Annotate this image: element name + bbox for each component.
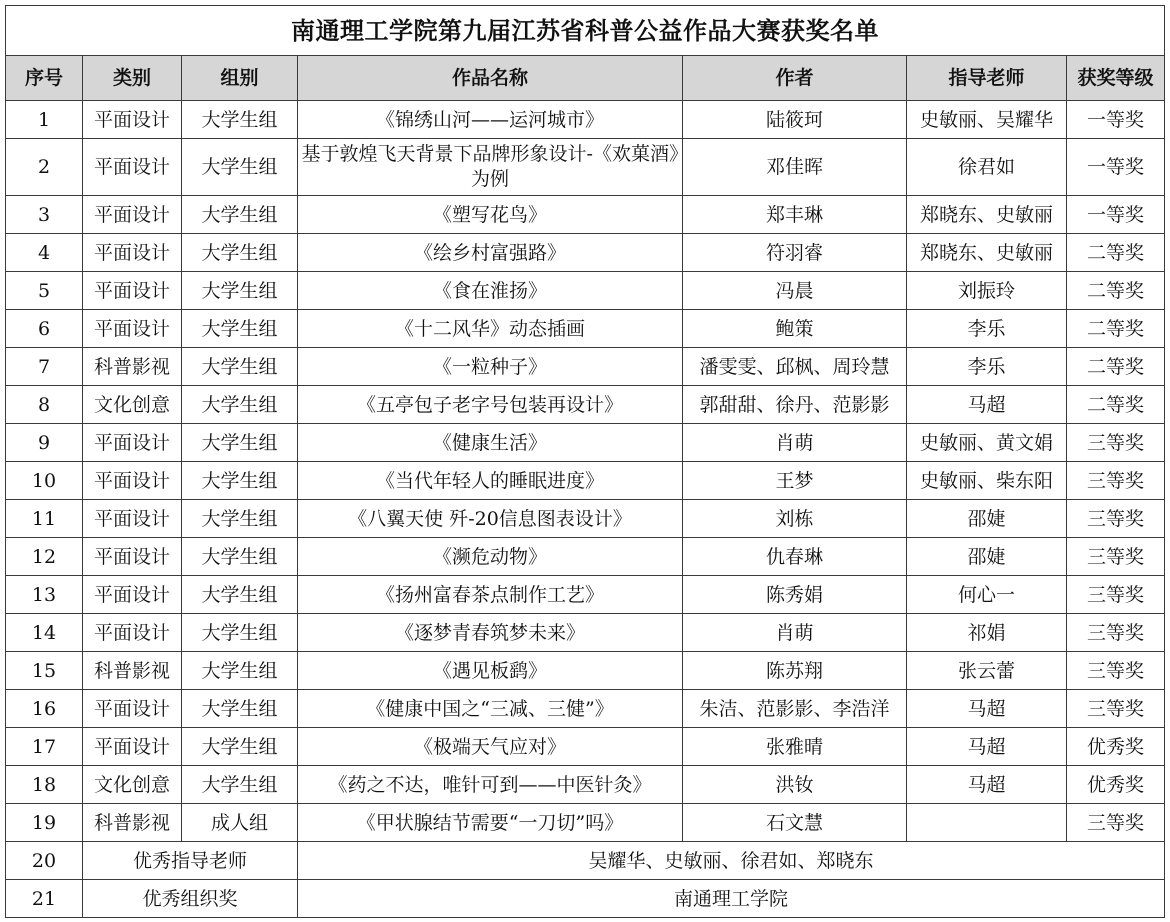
row-number: 13	[6, 576, 83, 614]
table-row	[6, 614, 1165, 652]
row-group: 大学生组	[182, 272, 298, 310]
row-number: 2	[6, 139, 83, 196]
table-row	[6, 500, 1165, 538]
row-author: 石文慧	[683, 804, 907, 842]
table-row	[6, 101, 1165, 139]
table-row	[6, 766, 1165, 804]
row-category: 平面设计	[83, 728, 182, 766]
row-number: 7	[6, 348, 83, 386]
row-advisor: 马超	[907, 766, 1067, 804]
row-award-level: 三等奖	[1067, 652, 1165, 690]
summary-value: 吴耀华、史敏丽、徐君如、郑晓东	[298, 842, 1165, 880]
row-advisor: 史敏丽、黄文娟	[907, 424, 1067, 462]
row-group: 大学生组	[182, 500, 298, 538]
row-award-level: 三等奖	[1067, 576, 1165, 614]
row-number: 10	[6, 462, 83, 500]
row-number: 11	[6, 500, 83, 538]
row-award-level: 优秀奖	[1067, 766, 1165, 804]
row-group: 大学生组	[182, 234, 298, 272]
row-author: 仇春琳	[683, 538, 907, 576]
summary-row	[6, 842, 1165, 880]
row-advisor: 马超	[907, 386, 1067, 424]
summary-number: 20	[6, 842, 83, 880]
row-category: 平面设计	[83, 196, 182, 234]
row-advisor: 马超	[907, 690, 1067, 728]
row-number: 3	[6, 196, 83, 234]
row-group: 大学生组	[182, 386, 298, 424]
row-author: 朱洁、范影影、李浩洋	[683, 690, 907, 728]
row-award-level: 一等奖	[1067, 139, 1165, 196]
table-row	[6, 576, 1165, 614]
row-work-title: 《当代年轻人的睡眠进度》	[298, 462, 683, 500]
summary-number: 21	[6, 880, 83, 918]
row-award-level: 二等奖	[1067, 272, 1165, 310]
row-work-title: 《绘乡村富强路》	[298, 234, 683, 272]
row-category: 文化创意	[83, 386, 182, 424]
row-work-title: 《濒危动物》	[298, 538, 683, 576]
row-advisor: 祁娟	[907, 614, 1067, 652]
row-work-title: 《健康生活》	[298, 424, 683, 462]
table-row	[6, 652, 1165, 690]
row-category: 平面设计	[83, 500, 182, 538]
row-work-title: 《五亭包子老字号包装再设计》	[298, 386, 683, 424]
row-category: 平面设计	[83, 538, 182, 576]
row-award-level: 一等奖	[1067, 101, 1165, 139]
row-award-level: 三等奖	[1067, 690, 1165, 728]
row-work-title: 《一粒种子》	[298, 348, 683, 386]
row-author: 肖萌	[683, 424, 907, 462]
row-group: 大学生组	[182, 538, 298, 576]
row-advisor: 李乐	[907, 348, 1067, 386]
row-work-title: 《扬州富春茶点制作工艺》	[298, 576, 683, 614]
row-award-level: 三等奖	[1067, 804, 1165, 842]
row-advisor: 何心一	[907, 576, 1067, 614]
row-group: 大学生组	[182, 424, 298, 462]
row-author: 郭甜甜、徐丹、范影影	[683, 386, 907, 424]
header-group: 组别	[182, 56, 298, 101]
row-work-title: 《锦绣山河——运河城市》	[298, 101, 683, 139]
row-number: 9	[6, 424, 83, 462]
table-row	[6, 462, 1165, 500]
row-award-level: 一等奖	[1067, 196, 1165, 234]
row-work-title: 《食在淮扬》	[298, 272, 683, 310]
row-category: 平面设计	[83, 690, 182, 728]
row-number: 6	[6, 310, 83, 348]
row-award-level: 优秀奖	[1067, 728, 1165, 766]
row-group: 大学生组	[182, 101, 298, 139]
row-group: 大学生组	[182, 576, 298, 614]
row-award-level: 三等奖	[1067, 500, 1165, 538]
row-author: 洪钕	[683, 766, 907, 804]
summary-value: 南通理工学院	[298, 880, 1165, 918]
table-row	[6, 348, 1165, 386]
row-advisor: 刘振玲	[907, 272, 1067, 310]
row-category: 平面设计	[83, 101, 182, 139]
header-advisor: 指导老师	[907, 56, 1067, 101]
row-award-level: 三等奖	[1067, 538, 1165, 576]
row-author: 陈苏翔	[683, 652, 907, 690]
summary-row	[6, 880, 1165, 918]
row-group: 大学生组	[182, 348, 298, 386]
header-number: 序号	[6, 56, 83, 101]
row-number: 16	[6, 690, 83, 728]
table-row	[6, 139, 1165, 196]
row-number: 17	[6, 728, 83, 766]
row-group: 大学生组	[182, 614, 298, 652]
row-author: 符羽睿	[683, 234, 907, 272]
summary-label: 优秀指导老师	[83, 842, 298, 880]
row-author: 鲍策	[683, 310, 907, 348]
row-author: 肖萌	[683, 614, 907, 652]
row-category: 科普影视	[83, 652, 182, 690]
row-advisor: 郑晓东、史敏丽	[907, 196, 1067, 234]
row-group: 大学生组	[182, 310, 298, 348]
row-work-title: 基于敦煌飞天背景下品牌形象设计-《欢菓酒》为例	[298, 139, 683, 196]
row-work-title: 《逐梦青春筑梦未来》	[298, 614, 683, 652]
row-category: 科普影视	[83, 804, 182, 842]
row-advisor: 马超	[907, 728, 1067, 766]
row-number: 5	[6, 272, 83, 310]
row-category: 平面设计	[83, 234, 182, 272]
row-advisor: 张云蕾	[907, 652, 1067, 690]
row-work-title: 《遇见板鹞》	[298, 652, 683, 690]
row-author: 邓佳晖	[683, 139, 907, 196]
row-number: 1	[6, 101, 83, 139]
row-advisor: 史敏丽、柴东阳	[907, 462, 1067, 500]
row-number: 12	[6, 538, 83, 576]
row-category: 平面设计	[83, 576, 182, 614]
row-work-title: 《药之不达，唯针可到——中医针灸》	[298, 766, 683, 804]
row-advisor: 邵婕	[907, 500, 1067, 538]
row-award-level: 三等奖	[1067, 614, 1165, 652]
row-author: 潘雯雯、邱枫、周玲慧	[683, 348, 907, 386]
row-group: 大学生组	[182, 196, 298, 234]
row-award-level: 二等奖	[1067, 234, 1165, 272]
row-award-level: 三等奖	[1067, 462, 1165, 500]
row-author: 郑丰琳	[683, 196, 907, 234]
table-row	[6, 310, 1165, 348]
row-category: 平面设计	[83, 310, 182, 348]
header-award-level: 获奖等级	[1067, 56, 1165, 101]
row-award-level: 三等奖	[1067, 424, 1165, 462]
row-number: 15	[6, 652, 83, 690]
row-number: 18	[6, 766, 83, 804]
row-category: 平面设计	[83, 462, 182, 500]
award-list-table	[5, 5, 1165, 918]
row-group: 大学生组	[182, 462, 298, 500]
table-row	[6, 690, 1165, 728]
table-row	[6, 386, 1165, 424]
row-work-title: 《健康中国之“三减、三健”》	[298, 690, 683, 728]
row-group: 大学生组	[182, 690, 298, 728]
row-award-level: 二等奖	[1067, 386, 1165, 424]
row-category: 文化创意	[83, 766, 182, 804]
row-group: 成人组	[182, 804, 298, 842]
row-group: 大学生组	[182, 652, 298, 690]
row-group: 大学生组	[182, 766, 298, 804]
row-award-level: 二等奖	[1067, 310, 1165, 348]
row-group: 大学生组	[182, 728, 298, 766]
row-author: 冯晨	[683, 272, 907, 310]
row-category: 科普影视	[83, 348, 182, 386]
document-title: 南通理工学院第九届江苏省科普公益作品大赛获奖名单	[6, 6, 1165, 56]
row-work-title: 《塑写花鸟》	[298, 196, 683, 234]
row-work-title: 《八翼天使 歼-20信息图表设计》	[298, 500, 683, 538]
table-row	[6, 196, 1165, 234]
row-number: 4	[6, 234, 83, 272]
row-number: 8	[6, 386, 83, 424]
row-number: 19	[6, 804, 83, 842]
table-row	[6, 234, 1165, 272]
row-advisor: 史敏丽、吴耀华	[907, 101, 1067, 139]
row-category: 平面设计	[83, 139, 182, 196]
row-category: 平面设计	[83, 272, 182, 310]
row-author: 张雅晴	[683, 728, 907, 766]
header-row	[6, 56, 1165, 101]
row-award-level: 二等奖	[1067, 348, 1165, 386]
header-category: 类别	[83, 56, 182, 101]
row-work-title: 《甲状腺结节需要“一刀切”吗》	[298, 804, 683, 842]
row-number: 14	[6, 614, 83, 652]
row-author: 陆筱珂	[683, 101, 907, 139]
row-category: 平面设计	[83, 424, 182, 462]
row-advisor: 郑晓东、史敏丽	[907, 234, 1067, 272]
table-row	[6, 272, 1165, 310]
row-advisor	[907, 804, 1067, 842]
row-advisor: 李乐	[907, 310, 1067, 348]
header-work-title: 作品名称	[298, 56, 683, 101]
row-author: 刘栋	[683, 500, 907, 538]
table-row	[6, 728, 1165, 766]
row-category: 平面设计	[83, 614, 182, 652]
row-advisor: 邵婕	[907, 538, 1067, 576]
row-advisor: 徐君如	[907, 139, 1067, 196]
row-work-title: 《十二风华》动态插画	[298, 310, 683, 348]
table-row	[6, 424, 1165, 462]
row-author: 陈秀娟	[683, 576, 907, 614]
row-group: 大学生组	[182, 139, 298, 196]
summary-label: 优秀组织奖	[83, 880, 298, 918]
table-row	[6, 804, 1165, 842]
table-row	[6, 538, 1165, 576]
row-author: 王梦	[683, 462, 907, 500]
row-work-title: 《极端天气应对》	[298, 728, 683, 766]
header-author: 作者	[683, 56, 907, 101]
